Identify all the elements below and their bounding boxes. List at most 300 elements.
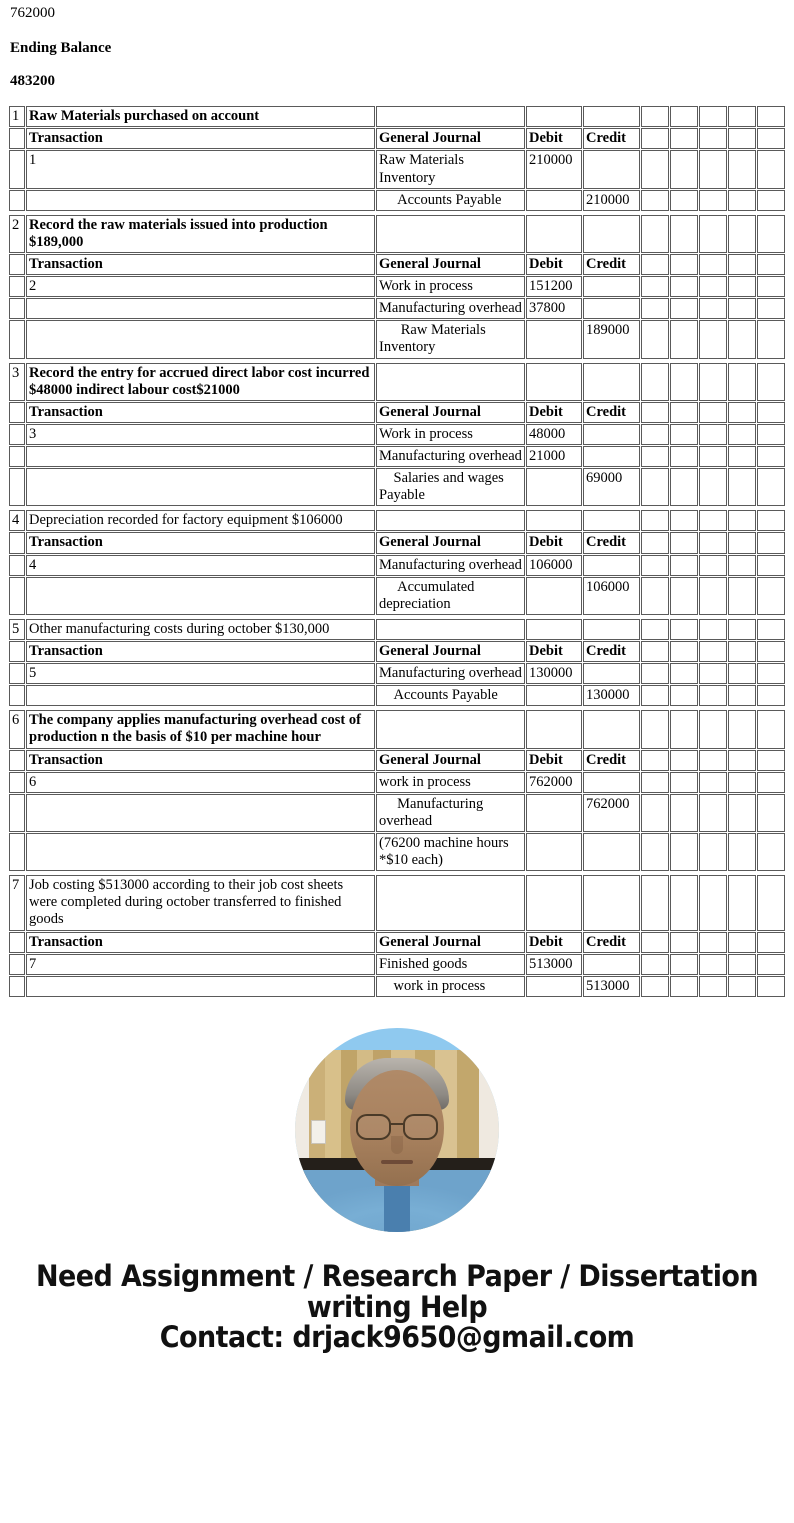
entry-title-spacer-cell [757, 363, 785, 401]
entry-title-spacer-cell [728, 363, 756, 401]
header-spacer-cell [699, 750, 727, 771]
header-index-cell [9, 402, 25, 423]
row-spacer-cell [757, 833, 785, 871]
row-spacer-cell [699, 663, 727, 684]
applied-overhead-value: 762000 [10, 5, 55, 21]
row-credit: 106000 [583, 577, 640, 615]
row-credit: 210000 [583, 190, 640, 211]
row-account: Manufacturing overhead [376, 446, 525, 467]
row-account: work in process [376, 976, 525, 997]
header-spacer-cell [728, 641, 756, 662]
entry-title: Record the entry for accrued direct labor cost incurred $48000 indirect labour cost$21000 [26, 363, 375, 401]
header-spacer-cell [641, 402, 669, 423]
row-credit [583, 772, 640, 793]
row-debit: 48000 [526, 424, 582, 445]
entry-title-spacer-cell [670, 619, 698, 640]
row-spacer-cell [670, 555, 698, 576]
journal-entry-table [8, 618, 786, 707]
row-spacer-cell [670, 298, 698, 319]
entry-title-row [9, 619, 785, 640]
entry-index: 5 [9, 619, 25, 640]
entry-title-spacer-cell [728, 215, 756, 253]
row-spacer-cell [757, 794, 785, 832]
header-index-cell [9, 750, 25, 771]
entry-title-spacer-cell [757, 619, 785, 640]
row-index-cell [9, 320, 25, 358]
header-spacer-cell [757, 750, 785, 771]
entry-title-spacer-cell [699, 619, 727, 640]
row-credit [583, 833, 640, 871]
row-spacer-cell [728, 555, 756, 576]
entry-title-debit-cell [526, 510, 582, 531]
row-spacer-cell [670, 190, 698, 211]
header-spacer-cell [757, 641, 785, 662]
entry-title-journal-cell [376, 106, 525, 127]
row-spacer-cell [670, 976, 698, 997]
entry-title-spacer-cell [641, 875, 669, 930]
entry-index: 2 [9, 215, 25, 253]
entry-title-debit-cell [526, 619, 582, 640]
row-index-cell [9, 555, 25, 576]
avatar-eyeglasses [356, 1114, 438, 1138]
header-debit: Debit [526, 254, 582, 275]
row-spacer-cell [670, 320, 698, 358]
row-account: Accumulated depreciation [376, 577, 525, 615]
table-row [9, 298, 785, 319]
entry-title-credit-cell [583, 875, 640, 930]
row-credit [583, 276, 640, 297]
row-spacer-cell [699, 555, 727, 576]
row-spacer-cell [728, 150, 756, 188]
row-spacer-cell [699, 772, 727, 793]
header-spacer-cell [641, 128, 669, 149]
entry-title-spacer-cell [757, 875, 785, 930]
entry-header-row [9, 750, 785, 771]
entry-title: Job costing $513000 according to their job cost sheets were completed during october transferred to finished goods [26, 875, 375, 930]
row-spacer-cell [699, 276, 727, 297]
row-index-cell [9, 577, 25, 615]
row-debit [526, 468, 582, 506]
row-account: Work in process [376, 424, 525, 445]
row-debit: 762000 [526, 772, 582, 793]
row-index-cell [9, 685, 25, 706]
header-spacer-cell [728, 128, 756, 149]
row-spacer-cell [670, 446, 698, 467]
journal-entry-table [8, 214, 786, 360]
row-debit [526, 190, 582, 211]
row-spacer-cell [641, 555, 669, 576]
row-spacer-cell [670, 424, 698, 445]
ending-balance-value: 483200 [10, 72, 55, 89]
header-general-journal: General Journal [376, 254, 525, 275]
row-spacer-cell [699, 298, 727, 319]
row-spacer-cell [699, 833, 727, 871]
entry-title-credit-cell [583, 215, 640, 253]
row-debit [526, 794, 582, 832]
row-spacer-cell [699, 150, 727, 188]
row-spacer-cell [699, 794, 727, 832]
row-spacer-cell [641, 976, 669, 997]
header-credit: Credit [583, 532, 640, 553]
row-account: Accounts Payable [376, 190, 525, 211]
row-spacer-cell [641, 833, 669, 871]
entry-index: 6 [9, 710, 25, 748]
header-general-journal: General Journal [376, 402, 525, 423]
header-spacer-cell [670, 254, 698, 275]
row-index-cell [9, 446, 25, 467]
header-general-journal: General Journal [376, 532, 525, 553]
row-account: Finished goods [376, 954, 525, 975]
promo-text [28, 1247, 766, 1353]
entry-title-spacer-cell [641, 710, 669, 748]
row-spacer-cell [699, 468, 727, 506]
entry-title-spacer-cell [728, 106, 756, 127]
journal-entry-table [8, 509, 786, 616]
header-spacer-cell [641, 641, 669, 662]
header-spacer-cell [757, 254, 785, 275]
entry-title: Record the raw materials issued into production $189,000 [26, 215, 375, 253]
entry-title-spacer-cell [728, 710, 756, 748]
entry-title-spacer-cell [757, 215, 785, 253]
author-photo-area [0, 1000, 794, 1247]
row-spacer-cell [728, 976, 756, 997]
header-general-journal: General Journal [376, 932, 525, 953]
table-row [9, 976, 785, 997]
entry-header-row [9, 641, 785, 662]
promo-line-1: Need Assignment / Research Paper / Dissertation [35, 1258, 758, 1293]
row-spacer-cell [728, 424, 756, 445]
row-spacer-cell [757, 150, 785, 188]
entry-title-spacer-cell [641, 363, 669, 401]
row-spacer-cell [641, 446, 669, 467]
row-account: Manufacturing overhead [376, 298, 525, 319]
row-debit [526, 833, 582, 871]
row-debit: 21000 [526, 446, 582, 467]
journal-entry-table [8, 105, 786, 212]
avatar [295, 1028, 499, 1232]
row-index-cell [9, 954, 25, 975]
row-spacer-cell [699, 424, 727, 445]
row-spacer-cell [757, 320, 785, 358]
row-credit: 69000 [583, 468, 640, 506]
journal-entry-table [8, 362, 786, 508]
header-credit: Credit [583, 402, 640, 423]
table-row [9, 833, 785, 871]
table-row [9, 685, 785, 706]
row-index-cell [9, 150, 25, 188]
row-spacer-cell [641, 954, 669, 975]
header-index-cell [9, 932, 25, 953]
entry-title-spacer-cell [670, 875, 698, 930]
row-spacer-cell [670, 772, 698, 793]
row-transaction: 4 [26, 555, 375, 576]
row-debit [526, 976, 582, 997]
header-transaction: Transaction [26, 532, 375, 553]
row-spacer-cell [641, 663, 669, 684]
row-spacer-cell [670, 794, 698, 832]
row-credit: 513000 [583, 976, 640, 997]
header-spacer-cell [699, 402, 727, 423]
entry-title-spacer-cell [670, 510, 698, 531]
table-row [9, 150, 785, 188]
row-spacer-cell [641, 150, 669, 188]
entry-title-row [9, 106, 785, 127]
header-credit: Credit [583, 128, 640, 149]
row-spacer-cell [728, 276, 756, 297]
entry-header-row [9, 932, 785, 953]
entry-title-debit-cell [526, 363, 582, 401]
header-index-cell [9, 128, 25, 149]
entry-title-spacer-cell [641, 215, 669, 253]
row-spacer-cell [641, 276, 669, 297]
row-account: Manufacturing overhead [376, 663, 525, 684]
row-spacer-cell [641, 794, 669, 832]
entry-index: 7 [9, 875, 25, 930]
row-spacer-cell [757, 468, 785, 506]
row-spacer-cell [641, 190, 669, 211]
row-spacer-cell [699, 976, 727, 997]
header-spacer-cell [728, 932, 756, 953]
table-row [9, 424, 785, 445]
header-index-cell [9, 532, 25, 553]
row-debit: 210000 [526, 150, 582, 188]
row-spacer-cell [641, 298, 669, 319]
row-spacer-cell [641, 577, 669, 615]
header-spacer-cell [670, 402, 698, 423]
header-spacer-cell [728, 402, 756, 423]
row-spacer-cell [641, 424, 669, 445]
row-index-cell [9, 833, 25, 871]
row-debit: 130000 [526, 663, 582, 684]
row-account: Manufacturing overhead [376, 555, 525, 576]
entry-header-row [9, 254, 785, 275]
header-spacer-cell [699, 254, 727, 275]
journal-entry-table [8, 709, 786, 872]
row-spacer-cell [699, 320, 727, 358]
row-transaction: 2 [26, 276, 375, 297]
row-spacer-cell [757, 685, 785, 706]
header-credit: Credit [583, 932, 640, 953]
promo-line-2: writing Help [306, 1289, 488, 1324]
row-spacer-cell [728, 298, 756, 319]
entry-title-credit-cell [583, 619, 640, 640]
header-transaction: Transaction [26, 932, 375, 953]
header-spacer-cell [641, 750, 669, 771]
header-debit: Debit [526, 932, 582, 953]
table-row [9, 555, 785, 576]
row-account: Manufacturing overhead [376, 794, 525, 832]
row-spacer-cell [728, 320, 756, 358]
row-transaction [26, 577, 375, 615]
header-transaction: Transaction [26, 750, 375, 771]
header-spacer-cell [670, 932, 698, 953]
row-spacer-cell [641, 468, 669, 506]
entry-title-row [9, 710, 785, 748]
header-general-journal: General Journal [376, 641, 525, 662]
row-spacer-cell [757, 772, 785, 793]
entry-title-journal-cell [376, 510, 525, 531]
row-spacer-cell [757, 976, 785, 997]
row-credit [583, 663, 640, 684]
entry-header-row [9, 402, 785, 423]
entry-title-credit-cell [583, 510, 640, 531]
journal-entry-table [8, 874, 786, 998]
header-spacer-cell [757, 932, 785, 953]
entry-title-row [9, 510, 785, 531]
entry-title-journal-cell [376, 363, 525, 401]
header-spacer-cell [757, 532, 785, 553]
entry-title: Raw Materials purchased on account [26, 106, 375, 127]
ending-balance-label: Ending Balance [10, 39, 112, 56]
entry-title: Depreciation recorded for factory equipment $106000 [26, 510, 375, 531]
entry-title-spacer-cell [670, 215, 698, 253]
row-credit: 762000 [583, 794, 640, 832]
row-spacer-cell [757, 954, 785, 975]
row-spacer-cell [699, 577, 727, 615]
row-index-cell [9, 468, 25, 506]
row-spacer-cell [728, 577, 756, 615]
entry-title-journal-cell [376, 215, 525, 253]
header-debit: Debit [526, 128, 582, 149]
header-spacer-cell [670, 641, 698, 662]
header-transaction: Transaction [26, 254, 375, 275]
entry-title-spacer-cell [699, 215, 727, 253]
header-spacer-cell [699, 128, 727, 149]
entry-title-spacer-cell [670, 106, 698, 127]
entry-title: Other manufacturing costs during october $130,000 [26, 619, 375, 640]
row-spacer-cell [670, 468, 698, 506]
entry-index: 1 [9, 106, 25, 127]
header-transaction: Transaction [26, 128, 375, 149]
entry-title-spacer-cell [757, 510, 785, 531]
row-credit [583, 555, 640, 576]
entry-title-row [9, 363, 785, 401]
entry-title-spacer-cell [728, 510, 756, 531]
row-credit [583, 424, 640, 445]
row-transaction [26, 833, 375, 871]
header-credit: Credit [583, 750, 640, 771]
row-transaction: 3 [26, 424, 375, 445]
row-transaction: 7 [26, 954, 375, 975]
row-transaction: 1 [26, 150, 375, 188]
journal-entries-container [0, 105, 794, 998]
row-account: (76200 machine hours *$10 each) [376, 833, 525, 871]
header-debit: Debit [526, 750, 582, 771]
row-spacer-cell [670, 954, 698, 975]
row-spacer-cell [670, 663, 698, 684]
header-credit: Credit [583, 641, 640, 662]
header-spacer-cell [641, 932, 669, 953]
table-row [9, 320, 785, 358]
row-index-cell [9, 298, 25, 319]
row-index-cell [9, 663, 25, 684]
row-transaction [26, 298, 375, 319]
header-spacer-cell [699, 532, 727, 553]
row-spacer-cell [670, 577, 698, 615]
row-spacer-cell [728, 468, 756, 506]
row-spacer-cell [670, 833, 698, 871]
row-transaction [26, 446, 375, 467]
row-index-cell [9, 424, 25, 445]
entry-index: 4 [9, 510, 25, 531]
row-spacer-cell [728, 833, 756, 871]
header-credit: Credit [583, 254, 640, 275]
entry-title-spacer-cell [641, 619, 669, 640]
row-spacer-cell [757, 190, 785, 211]
row-credit: 189000 [583, 320, 640, 358]
table-row [9, 794, 785, 832]
entry-header-row [9, 532, 785, 553]
row-spacer-cell [670, 685, 698, 706]
row-spacer-cell [728, 772, 756, 793]
row-account: Salaries and wages Payable [376, 468, 525, 506]
row-index-cell [9, 976, 25, 997]
row-spacer-cell [670, 150, 698, 188]
entry-title-spacer-cell [728, 619, 756, 640]
row-credit [583, 150, 640, 188]
row-transaction [26, 976, 375, 997]
row-spacer-cell [699, 954, 727, 975]
entry-title-spacer-cell [670, 710, 698, 748]
entry-title-journal-cell [376, 710, 525, 748]
row-spacer-cell [728, 794, 756, 832]
row-transaction [26, 320, 375, 358]
header-spacer-cell [757, 128, 785, 149]
header-spacer-cell [728, 254, 756, 275]
row-debit [526, 577, 582, 615]
row-spacer-cell [757, 424, 785, 445]
row-account: work in process [376, 772, 525, 793]
row-transaction: 5 [26, 663, 375, 684]
entry-title-row [9, 875, 785, 930]
header-spacer-cell [670, 532, 698, 553]
header-transaction: Transaction [26, 402, 375, 423]
header-spacer-cell [699, 641, 727, 662]
entry-index: 3 [9, 363, 25, 401]
header-general-journal: General Journal [376, 128, 525, 149]
row-index-cell [9, 190, 25, 211]
entry-title-credit-cell [583, 710, 640, 748]
row-spacer-cell [699, 190, 727, 211]
table-row [9, 468, 785, 506]
row-account: Work in process [376, 276, 525, 297]
avatar-mouth [381, 1160, 413, 1164]
entry-title-debit-cell [526, 710, 582, 748]
summary-block [0, 0, 794, 89]
row-transaction [26, 468, 375, 506]
entry-header-row [9, 128, 785, 149]
header-spacer-cell [757, 402, 785, 423]
table-row [9, 954, 785, 975]
row-transaction [26, 794, 375, 832]
row-spacer-cell [670, 276, 698, 297]
row-spacer-cell [699, 685, 727, 706]
header-index-cell [9, 254, 25, 275]
header-spacer-cell [641, 254, 669, 275]
row-spacer-cell [728, 685, 756, 706]
row-spacer-cell [728, 663, 756, 684]
entry-title-spacer-cell [728, 875, 756, 930]
entry-title-spacer-cell [757, 710, 785, 748]
entry-title-credit-cell [583, 363, 640, 401]
header-spacer-cell [641, 532, 669, 553]
row-spacer-cell [757, 555, 785, 576]
table-row [9, 276, 785, 297]
header-spacer-cell [699, 932, 727, 953]
header-general-journal: General Journal [376, 750, 525, 771]
avatar-wall-switch [311, 1120, 326, 1144]
row-spacer-cell [757, 298, 785, 319]
